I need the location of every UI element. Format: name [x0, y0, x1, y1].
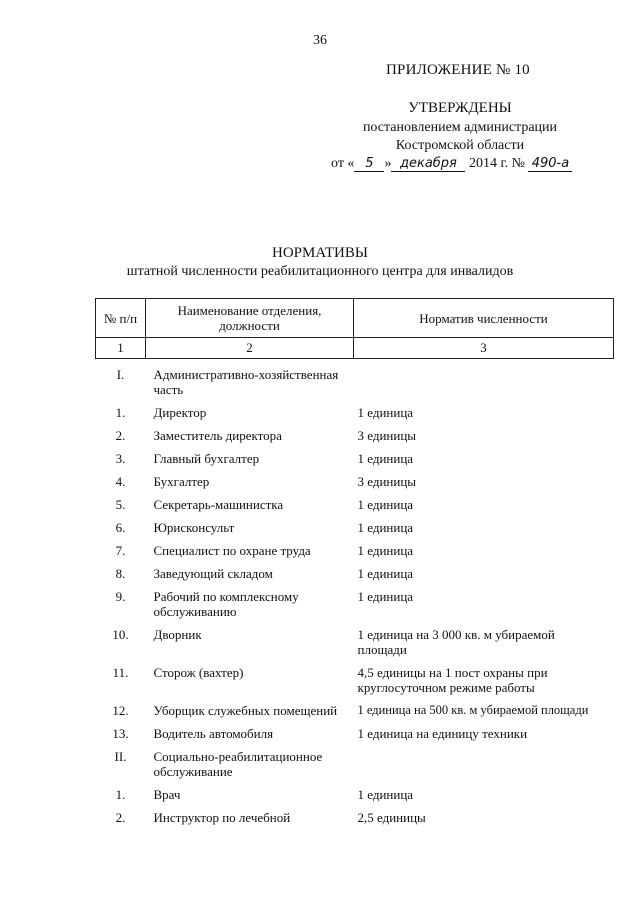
row-name: Социально-реабилитационное обслуживание: [153, 749, 323, 779]
table-row: [96, 703, 614, 726]
row-norm: 3 единицы: [357, 474, 417, 489]
table-row: [96, 497, 614, 520]
row-name: Директор: [153, 405, 207, 420]
resolution-number: 490-а: [528, 156, 572, 172]
table-row: [96, 428, 614, 451]
date-prefix: от «: [331, 156, 355, 171]
row-number: I.: [116, 367, 125, 382]
row-name: Инструктор по лечебной: [153, 810, 291, 825]
row-name: Специалист по охране труда: [153, 543, 311, 558]
page-number: 36: [313, 33, 327, 48]
table-row: [96, 520, 614, 543]
row-norm: 1 единица на 3 000 кв. м убираемой площади: [357, 627, 555, 657]
row-number: 2.: [115, 810, 126, 825]
row-number: 12.: [112, 703, 129, 718]
row-norm: 1 единица: [357, 497, 414, 512]
date-month: декабря: [391, 156, 465, 172]
table-row: [96, 787, 614, 810]
column-number: 2: [146, 338, 354, 359]
column-number: 1: [96, 338, 146, 359]
row-name: Рабочий по комплексному обслуживанию: [153, 589, 299, 619]
resolution-line-2: Костромской области: [395, 138, 525, 153]
row-norm: 4,5 единицы на 1 пост охраны при круглосуточном режиме работы: [357, 665, 548, 695]
column-header-norm: Норматив численности: [354, 299, 614, 338]
row-number: 10.: [112, 627, 129, 642]
row-name: Уборщик служебных помещений: [153, 703, 338, 718]
row-number: 8.: [115, 566, 126, 581]
row-norm: 1 единица: [357, 405, 414, 420]
column-header-name: Наименование отделения, должности: [146, 299, 354, 338]
table-row: [96, 589, 614, 627]
row-number: 1.: [115, 787, 126, 802]
resolution-date-line: [331, 156, 572, 172]
table-row: [96, 627, 614, 665]
section-row: [96, 749, 614, 787]
row-number: 6.: [115, 520, 126, 535]
row-norm: 1 единица на 500 кв. м убираемой площади: [357, 703, 589, 717]
row-number: 4.: [115, 474, 126, 489]
resolution-line-1: постановлением администрации: [362, 120, 558, 135]
row-name: Секретарь-машинистка: [153, 497, 284, 512]
row-norm: [354, 749, 614, 787]
row-name: Водитель автомобиля: [153, 726, 274, 741]
row-name: Врач: [153, 787, 181, 802]
table-row: [96, 726, 614, 749]
row-norm: [354, 359, 614, 406]
table-row: [96, 405, 614, 428]
row-norm: 1 единица: [357, 451, 414, 466]
row-number: 7.: [115, 543, 126, 558]
column-number: 3: [354, 338, 614, 359]
row-name: Административно-хозяйственная часть: [153, 367, 339, 397]
row-name: Сторож (вахтер): [153, 665, 244, 680]
date-year: 2014 г. №: [468, 156, 525, 171]
table-row: [96, 451, 614, 474]
row-number: 11.: [112, 665, 129, 680]
date-quote-close: »: [384, 156, 392, 171]
section-row: [96, 359, 614, 406]
table-row: [96, 810, 614, 833]
row-name: Главный бухгалтер: [153, 451, 260, 466]
document-title: НОРМАТИВЫ: [272, 245, 368, 261]
row-norm: 1 единица: [357, 787, 414, 802]
table-row: [96, 665, 614, 703]
row-number: 1.: [115, 405, 126, 420]
row-number: II.: [114, 749, 127, 764]
row-number: 3.: [115, 451, 126, 466]
row-name: Заведующий складом: [153, 566, 273, 581]
column-header-number: № п/п: [96, 299, 146, 338]
row-norm: 1 единица: [357, 543, 414, 558]
staff-norms-table: [95, 298, 614, 833]
row-name: Юрисконсульт: [153, 520, 235, 535]
row-norm: 1 единица: [357, 566, 414, 581]
row-name: Бухгалтер: [153, 474, 210, 489]
row-norm: 3 единицы: [357, 428, 417, 443]
table-row: [96, 543, 614, 566]
row-name: Дворник: [153, 627, 202, 642]
table-row: [96, 566, 614, 589]
row-number: 9.: [115, 589, 126, 604]
document-subtitle: штатной численности реабилитационного центра для инвалидов: [126, 264, 514, 279]
row-number: 2.: [115, 428, 126, 443]
row-name: Заместитель директора: [153, 428, 282, 443]
column-number-row: [96, 338, 614, 359]
appendix-label: ПРИЛОЖЕНИЕ № 10: [386, 62, 530, 78]
row-norm: 1 единица: [357, 589, 414, 604]
date-day: 5: [354, 156, 384, 172]
row-number: 5.: [115, 497, 126, 512]
approved-heading: УТВЕРЖДЕНЫ: [408, 100, 512, 116]
row-norm: 1 единица: [357, 520, 414, 535]
row-norm: 1 единица на единицу техники: [357, 726, 528, 741]
row-norm: 2,5 единицы: [357, 810, 426, 825]
table-header-row: [96, 299, 614, 338]
table-row: [96, 474, 614, 497]
row-number: 13.: [112, 726, 129, 741]
